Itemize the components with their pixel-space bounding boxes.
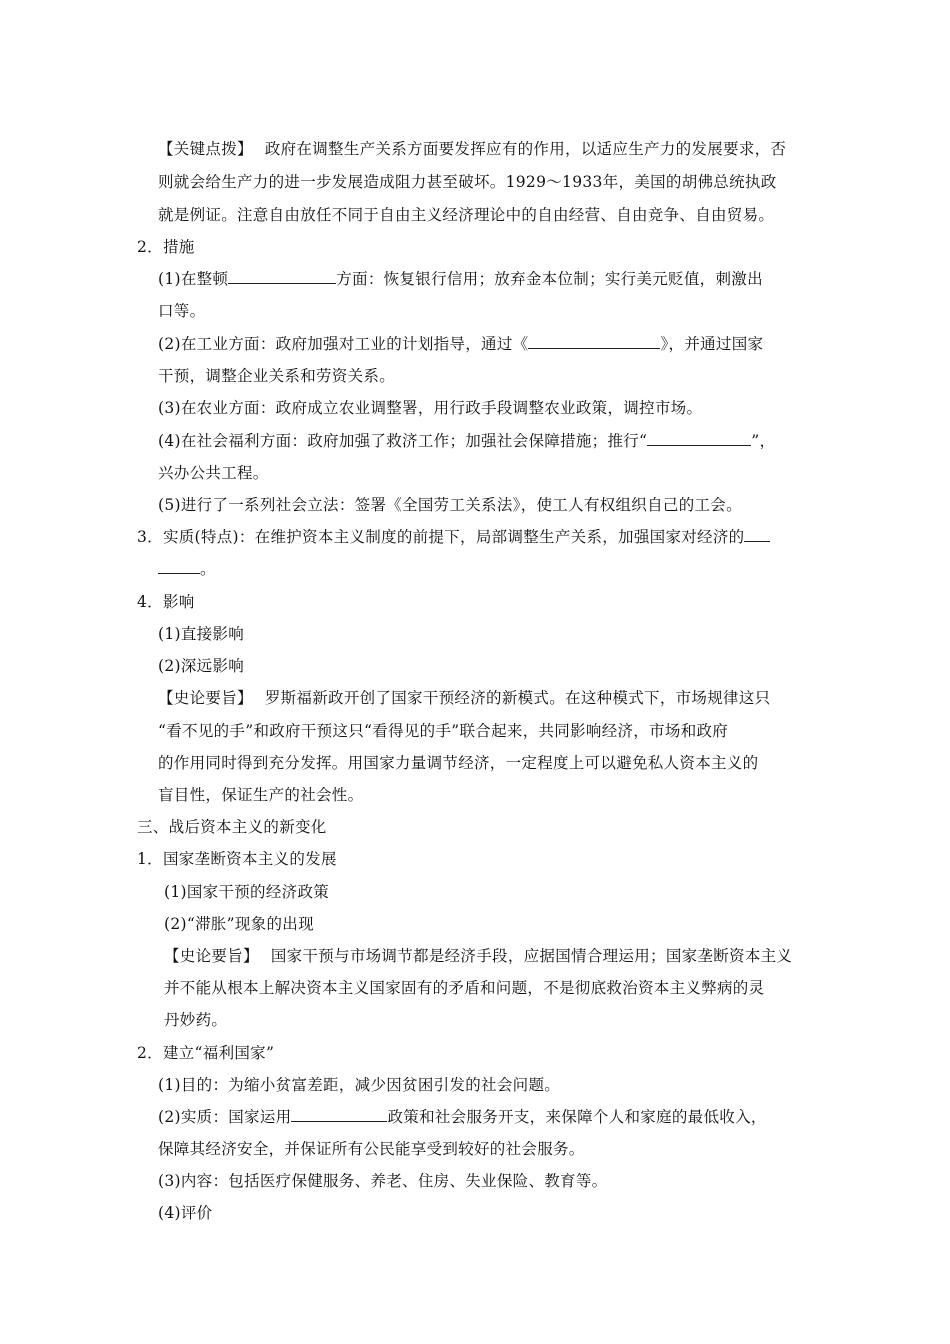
text-segment: 方面：恢复银行信用；放弃金本位制；实行美元贬值，刺激出: [336, 270, 763, 288]
list-item: (1)目的：为缩小贫富差距，减少因贫困引发的社会问题。: [158, 1076, 561, 1094]
key-point-paragraph: [158, 139, 786, 159]
text-segment: (2)实质：国家运用: [158, 1108, 292, 1126]
list-item: [158, 431, 775, 451]
fill-in-blank[interactable]: [647, 431, 751, 446]
text-line: 则就会给生产力的进一步发展造成阻力甚至破坏。1929～1933年，美国的胡佛总统执政: [158, 173, 777, 191]
list-item: (1)直接影响: [158, 625, 245, 643]
list-item: (3)在农业方面：政府成立农业调整署，用行政手段调整农业政策，调控市场。: [158, 399, 703, 417]
section-heading: 2．建立“福利国家”: [137, 1044, 275, 1062]
text-segment: 》，并通过国家: [660, 335, 764, 353]
key-point-tag: 【关键点拨】: [158, 140, 253, 158]
list-item: [158, 334, 763, 354]
text-line: 口等。: [158, 302, 206, 320]
text-line: 的作用同时得到充分发挥。用国家力量调节经济，一定程度上可以避免私人资本主义的: [158, 754, 759, 772]
text-segment: 政策和社会服务开支，来保障个人和家庭的最低收入，: [387, 1108, 767, 1126]
text-line: 丹妙药。: [164, 1011, 228, 1029]
text-segment: 。: [200, 560, 216, 578]
list-item: [158, 269, 763, 289]
section-heading: 1．国家垄断资本主义的发展: [137, 850, 337, 868]
section-heading: 三、战后资本主义的新变化: [137, 818, 327, 836]
text-line: 干预，调整企业关系和劳资关系。: [158, 367, 396, 385]
list-item: (1)国家干预的经济政策: [164, 883, 330, 901]
key-point-tag: 【史论要旨】: [164, 947, 259, 965]
text-segment: 3．实质(特点)：在维护资本主义制度的前提下，局部调整生产关系，加强国家对经济的: [137, 528, 745, 546]
key-point-paragraph: [164, 946, 792, 966]
text-line: 兴办公共工程。: [158, 464, 269, 482]
text-line: “看不见的手”和政府干预这只“看得见的手”联合起来，共同影响经济，市场和政府: [158, 722, 729, 740]
fill-in-blank[interactable]: [158, 559, 200, 574]
text-segment: (1)在整顿: [158, 270, 229, 288]
text-segment: (4)在社会福利方面：政府加强了救济工作；加强社会保障措施；推行“: [158, 432, 648, 450]
section-heading: 2．措施: [137, 238, 195, 256]
fill-in-blank[interactable]: [744, 527, 770, 542]
section-heading: 4．影响: [137, 593, 195, 611]
text-segment: (2)在工业方面：政府加强对工业的计划指导，通过《: [158, 335, 529, 353]
list-item: (5)进行了一系列社会立法：签署《全国劳工关系法》，使工人有权组织自己的工会。: [158, 496, 742, 514]
text-line: 保障其经济安全，并保证所有公民能享受到较好的社会服务。: [158, 1140, 585, 1158]
text-line: [158, 559, 216, 579]
text-line: 政府在调整生产关系方面要发挥应有的作用，以适应生产力的发展要求，否: [264, 140, 787, 158]
fill-in-blank[interactable]: [291, 1107, 387, 1122]
text-line: 并不能从根本上解决资本主义国家固有的矛盾和问题，不是彻底救治资本主义弊病的灵: [164, 979, 765, 997]
text-line: 罗斯福新政开创了国家干预经济的新模式。在这种模式下，市场规律这只: [264, 689, 771, 707]
text-segment: ”，: [751, 432, 776, 450]
text-line: 盲目性，保证生产的社会性。: [158, 786, 364, 804]
list-item: (3)内容：包括医疗保健服务、养老、住房、失业保险、教育等。: [158, 1172, 608, 1190]
fill-in-blank[interactable]: [528, 334, 660, 349]
list-item: (2)深远影响: [158, 657, 245, 675]
section-heading: [137, 527, 770, 547]
key-point-tag: 【史论要旨】: [158, 689, 253, 707]
fill-in-blank[interactable]: [228, 269, 336, 284]
list-item: (4)评价: [158, 1204, 213, 1222]
list-item: (2)“滞胀”现象的出现: [164, 915, 314, 933]
text-line: 就是例证。注意自由放任不同于自由主义经济理论中的自由经营、自由竞争、自由贸易。: [158, 206, 775, 224]
key-point-paragraph: [158, 688, 770, 708]
list-item: [158, 1107, 767, 1127]
text-line: 国家干预与市场调节都是经济手段，应据国情合理运用；国家垄断资本主义: [270, 947, 793, 965]
